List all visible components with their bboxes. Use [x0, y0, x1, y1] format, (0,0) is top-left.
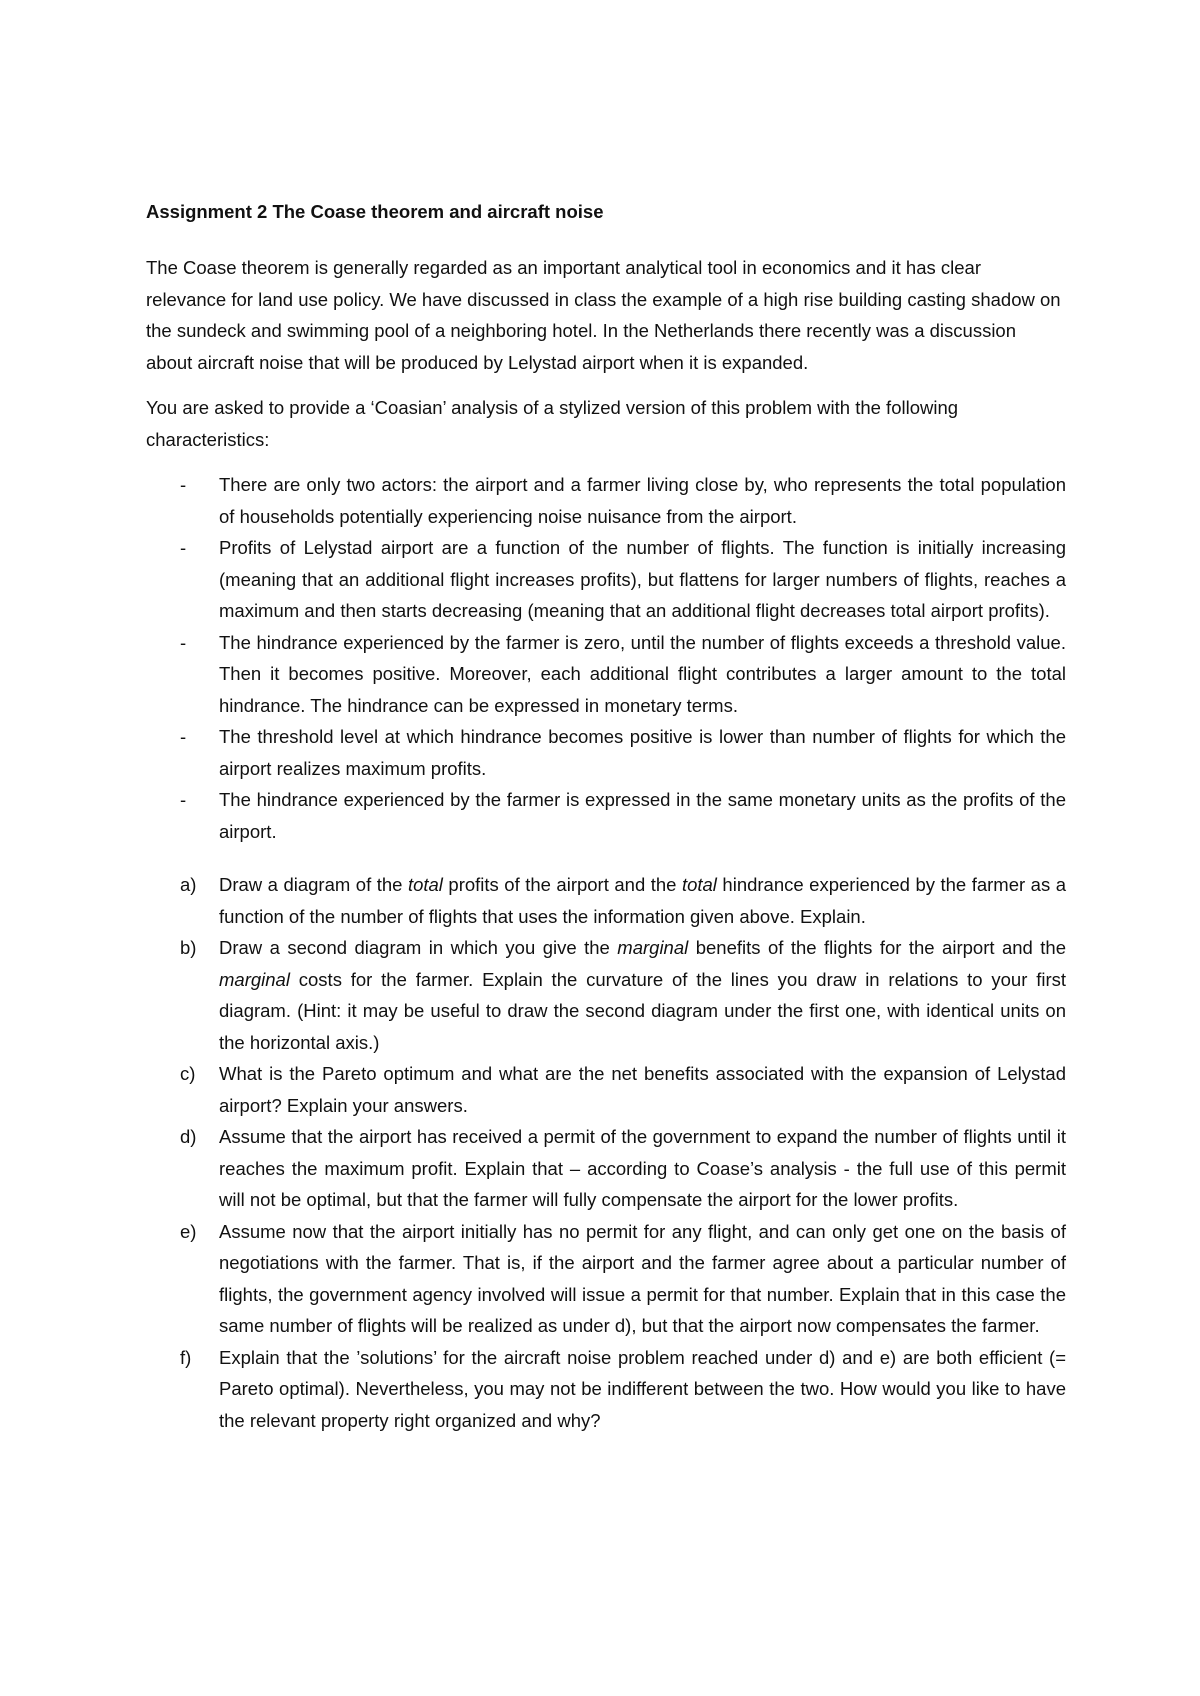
question-text: Explain that the ’solutions’ for the aircraft noise problem reached under d) and e) are both efficient (= Pareto optimal). Nevertheless, you may not be indifferent between the two. How would you like to have the relevant property right organized and why?	[219, 1346, 1066, 1431]
question-marker: f)	[180, 1346, 192, 1368]
question-emphasis: total	[407, 874, 443, 895]
question-c	[146, 1058, 1066, 1121]
characteristics-list	[146, 469, 1066, 847]
question-emphasis: marginal	[617, 937, 689, 958]
question-text: What is the Pareto optimum and what are the net benefits associated with the expansion of Lelystad airport? Explain your answers.	[219, 1063, 1066, 1116]
characteristic-item	[146, 721, 1066, 784]
characteristic-text: There are only two actors: the airport and a farmer living close by, who represents the total population of households potentially experiencing noise nuisance from the airport.	[219, 474, 1066, 527]
characteristic-text: Profits of Lelystad airport are a function of the number of flights. The function is initially increasing (meaning that an additional flight increases profits), but flattens for larger numbers of flights, reaches a maximum and then starts decreasing (meaning that an additional flight decreases total airport profits).	[219, 537, 1066, 621]
characteristic-text: The hindrance experienced by the farmer is zero, until the number of flights exceeds a threshold value. Then it becomes positive. Moreover, each additional flight contributes a larger amount to the total hindrance. The hindrance can be expressed in monetary terms.	[219, 631, 1066, 716]
bullet-dash: -	[180, 726, 187, 747]
bullet-dash: -	[180, 537, 187, 558]
question-text-part: profits of the airport and the	[442, 874, 682, 895]
characteristic-text: The hindrance experienced by the farmer is expressed in the same monetary units as the profits of the airport.	[219, 789, 1066, 842]
characteristic-item	[146, 784, 1066, 847]
question-a	[146, 869, 1066, 932]
question-b	[146, 932, 1066, 1058]
question-d	[146, 1121, 1066, 1216]
intro-paragraph: The Coase theorem is generally regarded as an important analytical tool in economics and it has clear relevance for land use policy. We have discussed in class the example of a high rise building casting shadow on the sundeck and swimming pool of a neighboring hotel. In the Netherlands there recently was a discussion about aircraft noise that will be produced by Lelystad airport when it is expanded.	[146, 257, 1061, 373]
question-marker: c)	[180, 1063, 196, 1084]
characteristic-item	[146, 469, 1066, 532]
question-f	[146, 1342, 1066, 1437]
question-text: Assume that the airport has received a permit of the government to expand the number of flights until it reaches the maximum profit. Explain that – according to Coase’s analysis - the full use of this permit will not be optimal, but that the farmer will fully compensate the airport for the lower profits.	[219, 1126, 1066, 1210]
question-e	[146, 1216, 1066, 1342]
document-page	[146, 196, 1066, 1436]
question-text-part: costs for the farmer. Explain the curvature of the lines you draw in relations to your first diagram. (Hint: it may be useful to draw the second diagram under the first one, with identical units on the horizontal axis.)	[219, 968, 1066, 1053]
question-text-part: Draw a diagram of the	[219, 874, 408, 895]
characteristic-item	[146, 627, 1066, 722]
question-marker: d)	[180, 1126, 197, 1147]
question-marker: b)	[180, 937, 197, 958]
question-marker: a)	[180, 874, 197, 895]
assignment-title: Assignment 2 The Coase theorem and aircraft noise	[146, 201, 604, 222]
bullet-dash: -	[180, 789, 187, 810]
question-text: Assume now that the airport initially has no permit for any flight, and can only get one on the basis of negotiations with the farmer. That is, if the airport and the farmer agree about a particular number of flights, the government agency involved will issue a permit for that number. Explain that in this case the same number of flights will be realized as under d), but that the airport now compensates the farmer.	[219, 1220, 1066, 1336]
question-text-part: Draw a second diagram in which you give the	[219, 937, 618, 958]
task-paragraph: You are asked to provide a ‘Coasian’ analysis of a stylized version of this problem with the following characteristics:	[146, 397, 959, 450]
question-marker: e)	[180, 1220, 197, 1242]
bullet-dash: -	[180, 631, 187, 653]
questions-list	[146, 869, 1066, 1436]
question-text-part: benefits of the flights for the airport and the	[688, 937, 1067, 958]
characteristic-text: The threshold level at which hindrance becomes positive is lower than number of flights for which the airport realizes maximum profits.	[219, 726, 1066, 779]
question-emphasis: total	[681, 874, 717, 895]
question-emphasis: marginal	[219, 968, 290, 990]
characteristic-item	[146, 532, 1066, 627]
bullet-dash: -	[180, 474, 187, 495]
question-text-part: hindrance experienced by the farmer as a function of the number of flights that uses the information given above. Explain.	[219, 874, 1066, 927]
